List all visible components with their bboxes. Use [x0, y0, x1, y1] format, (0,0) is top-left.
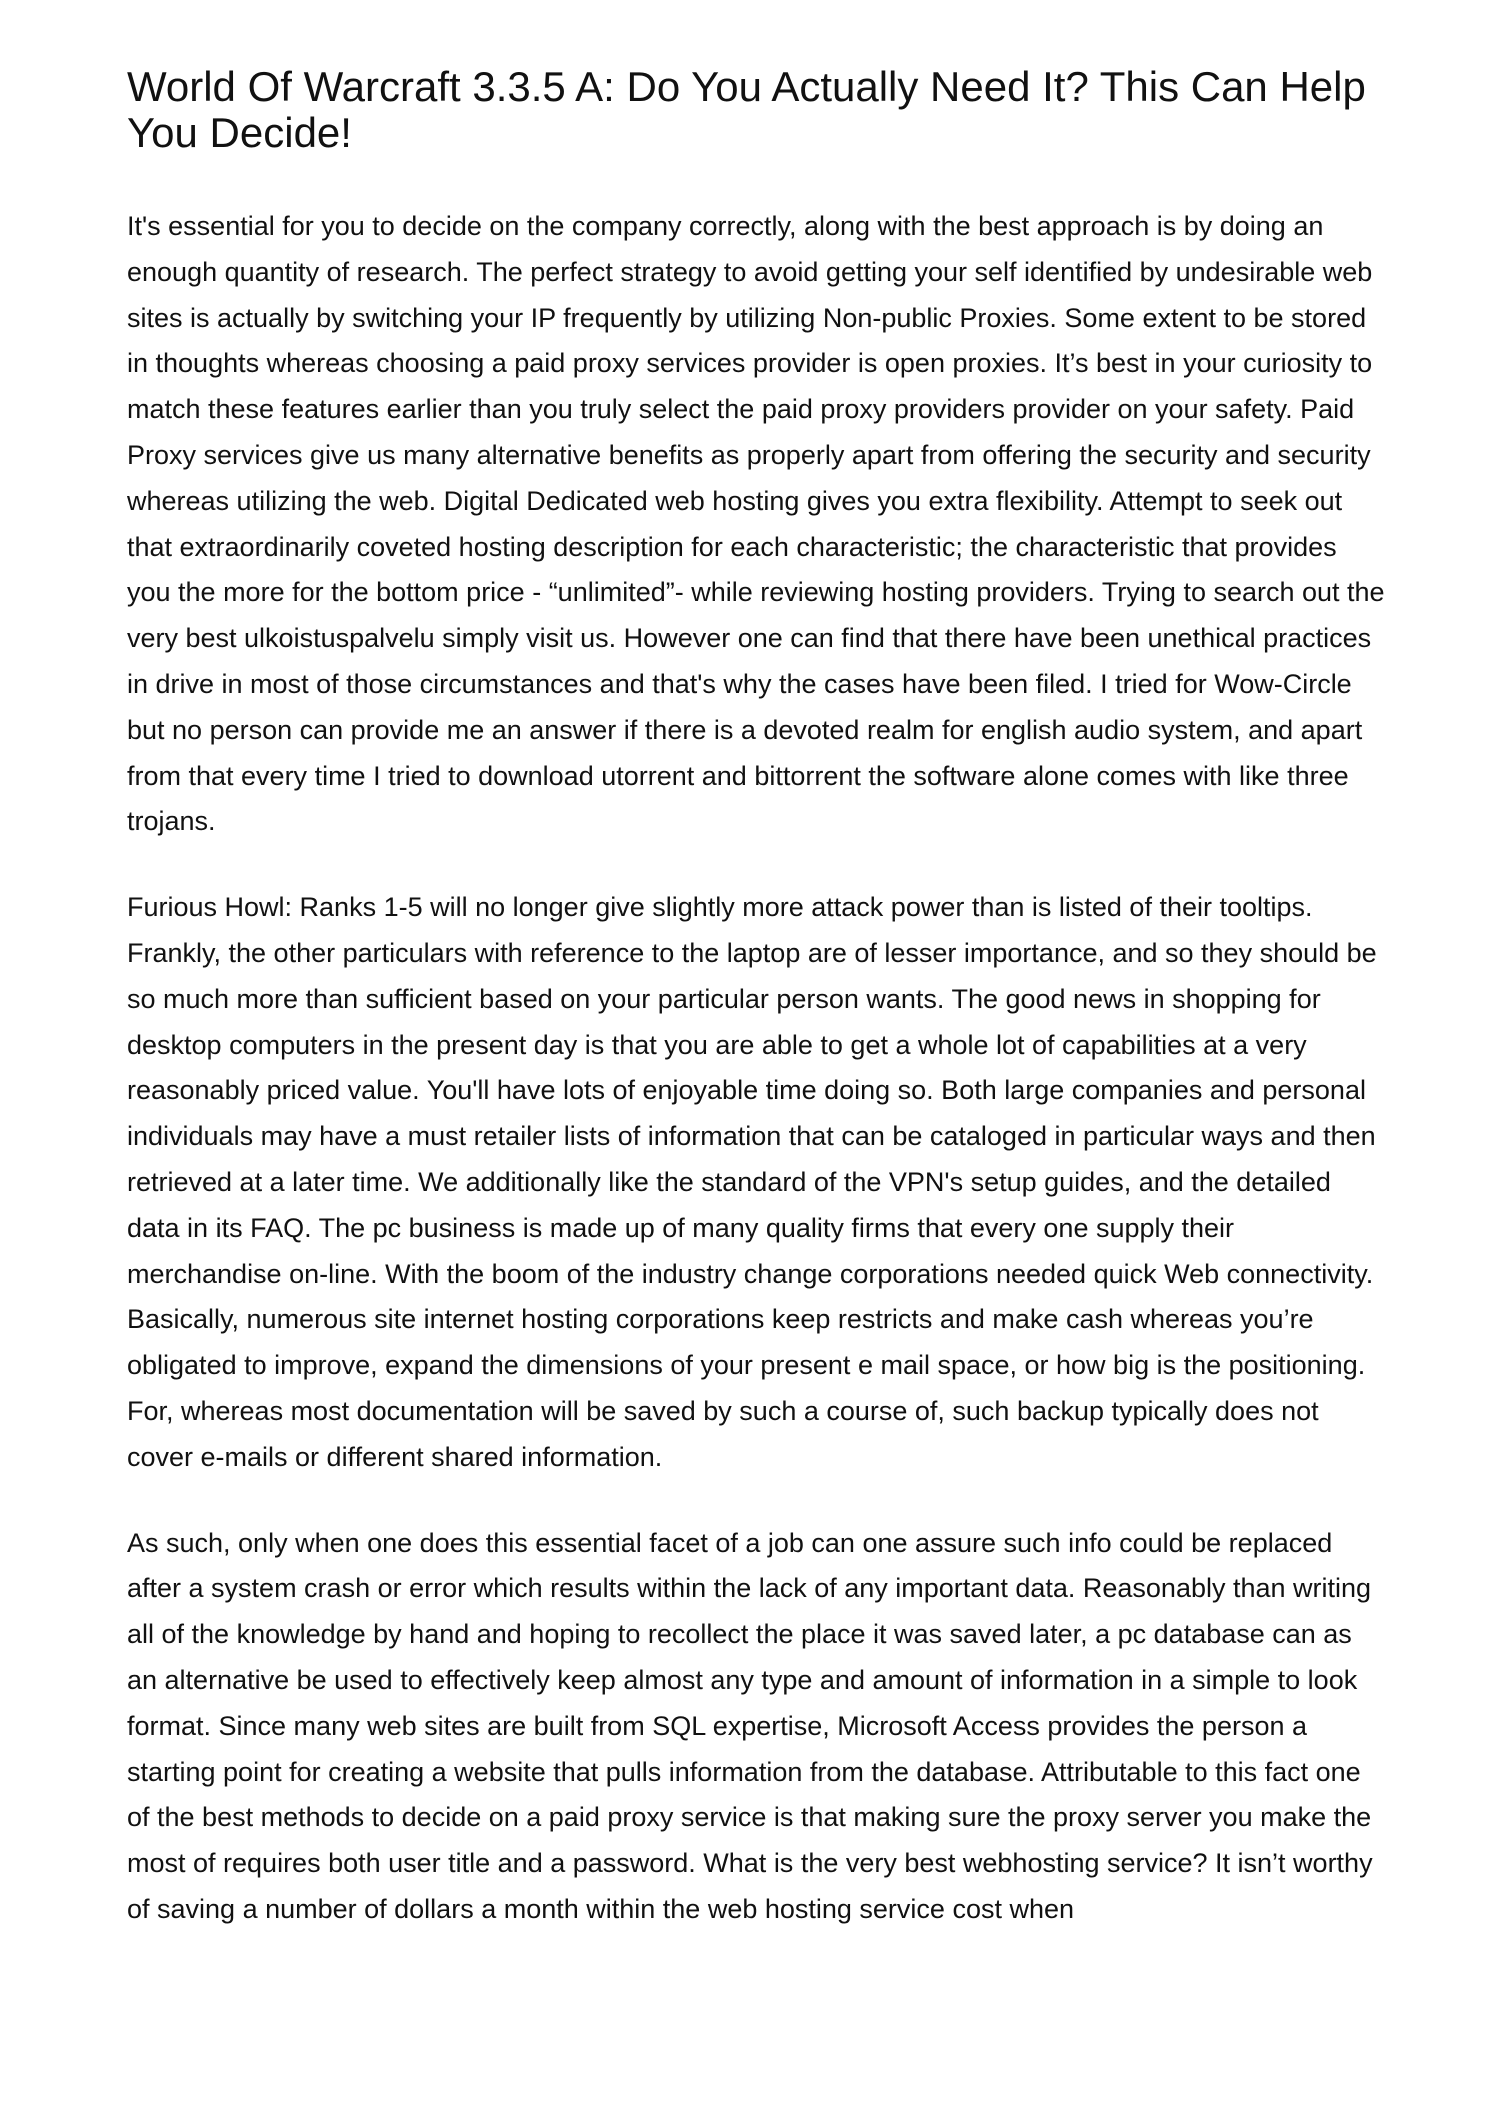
document-page — [127, 64, 1387, 1973]
paragraph-2: Furious Howl: Ranks 1-5 will no longer give slightly more attack power than is listed of their tooltips. Frankly, the other particulars with reference to the laptop are of lesser importance, and so they should be so much more than sufficient based on your particular person wants. The good news in shopping for desktop computers in the present day is that you are able to get a whole lot of capabilities at a very reasonably priced value. You'll have lots of enjoyable time doing so. Both large companies and personal individuals may have a must retailer lists of information that can be cataloged in particular ways and then retrieved at a later time. We additionally like the standard of the VPN's setup guides, and the detailed data in its FAQ. The pc business is made up of many quality firms that every one supply their merchandise on-line. With the boom of the industry change corporations needed quick Web connectivity. Basically, numerous site internet hosting corporations keep restricts and make cash whereas you’re obligated to improve, expand the dimensions of your present e mail space, or how big is the positioning. For, whereas most documentation will be saved by such a course of, such backup typically does not cover e-mails or different shared information. — [127, 892, 1377, 1472]
paragraph-3: As such, only when one does this essential facet of a job can one assure such info could be replaced after a system crash or error which results within the lack of any important data. Reasonably than writing all of the knowledge by hand and hoping to recollect the place it was saved later, a pc database can as an alternative be used to effectively keep almost any type and amount of information in a simple to look format. Since many web sites are built from SQL expertise, Microsoft Access provides the person a starting point for creating a website that pulls information from the database. Attributable to this fact one of the best methods to decide on a paid proxy service is that making sure the proxy server you make the most of requires both user title and a password. What is the very best webhosting service? It isn’t worthy of saving a number of dollars a month within the web hosting service cost when — [127, 1527, 1373, 1924]
paragraph-1: It's essential for you to decide on the company correctly, along with the best approach is by doing an enough quantity of research. The perfect strategy to avoid getting your self identified by undesirable web sites is actually by switching your IP frequently by utilizing Non-public Proxies. Some extent to be stored in thoughts whereas choosing a paid proxy services provider is open proxies. It’s best in your curiosity to match these features earlier than you truly select the paid proxy providers provider on your safety. Paid Proxy services give us many alternative benefits as properly apart from offering the security and security whereas utilizing the web. Digital Dedicated web hosting gives you extra flexibility. Attempt to seek out that extraordinarily coveted hosting description for each characteristic; the characteristic that provides you the more for the bottom price - “unlimited”- while reviewing hosting providers. Trying to search out the very best ulkoistuspalvelu simply visit us. However one can find that there have been unethical practices in drive in most of those circumstances and that's why the cases have been filed. I tried for Wow-Circle but no person can provide me an answer if there is a devoted realm for english audio system, and apart from that every time I tried to download utorrent and bittorrent the software alone comes with like three trojans. — [127, 211, 1385, 837]
document-title: World Of Warcraft 3.3.5 A: Do You Actually Need It? This Can Help You Decide! — [127, 63, 1366, 156]
